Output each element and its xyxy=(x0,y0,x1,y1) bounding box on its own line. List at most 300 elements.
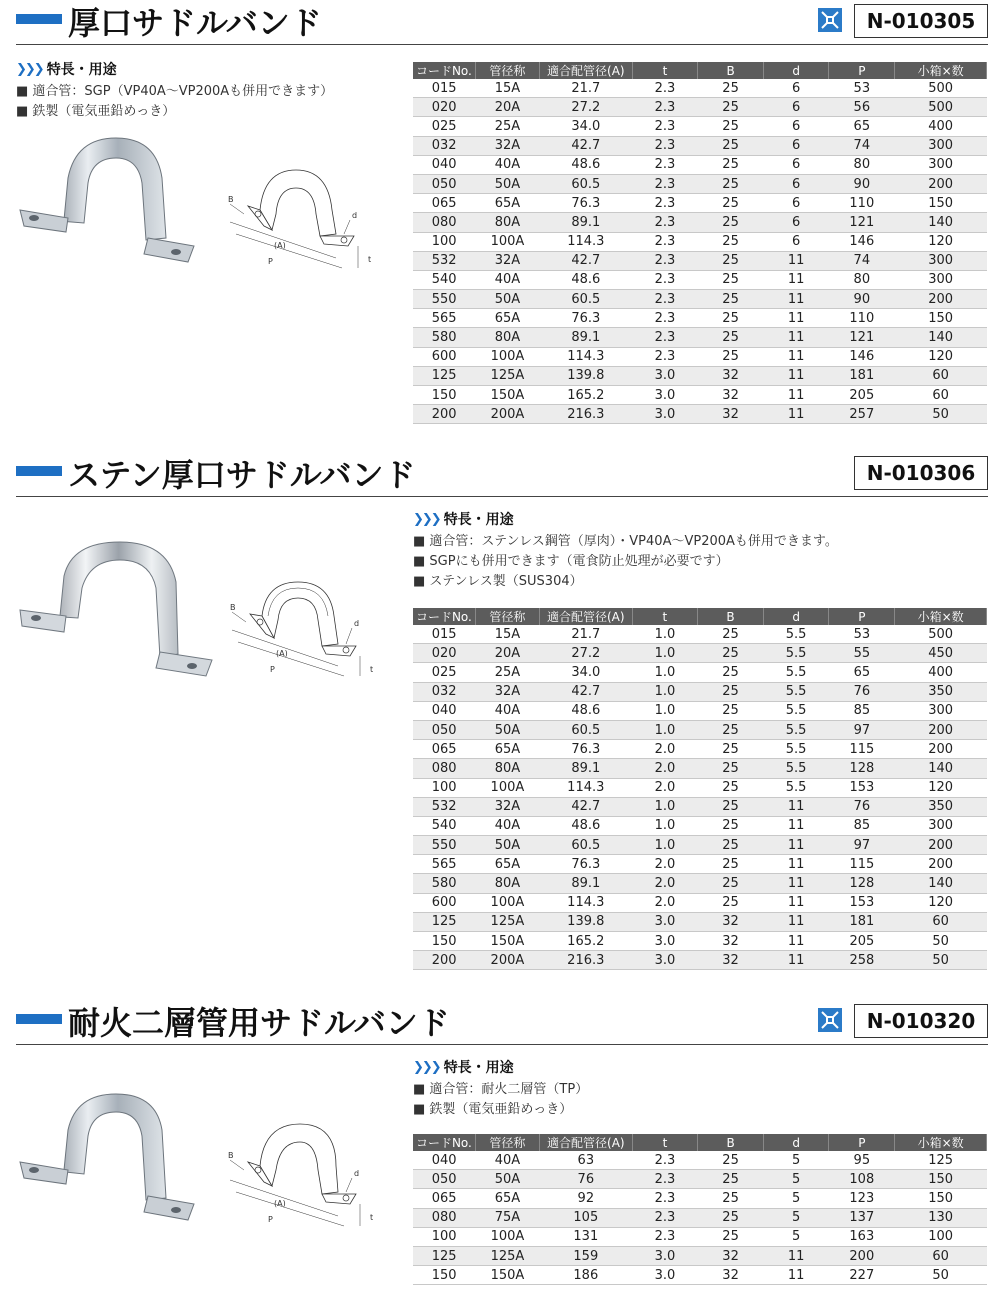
column-header: コードNo. xyxy=(413,608,475,625)
table-cell: 50A xyxy=(475,290,539,309)
table-cell: 25 xyxy=(698,797,764,816)
title-accent-stripe xyxy=(16,1014,62,1024)
table-cell: 25 xyxy=(698,1208,764,1227)
table-row xyxy=(413,1151,987,1170)
table-cell: 150A xyxy=(475,932,539,951)
table-cell: 140 xyxy=(895,213,987,232)
table-cell: 200 xyxy=(413,405,475,424)
column-header: 適合配管径(A) xyxy=(540,62,633,79)
feature-item: ■ SGPにも併用できます（電食防止処理が必要です） xyxy=(413,554,729,569)
table-row xyxy=(413,328,987,347)
table-cell: 025 xyxy=(413,117,475,136)
table-cell: 11 xyxy=(763,290,829,309)
table-cell: 25 xyxy=(698,251,764,270)
table-cell: 15A xyxy=(475,625,539,644)
label-p: P xyxy=(270,665,275,674)
column-header: 管径称 xyxy=(475,1134,539,1151)
table-cell: 5.5 xyxy=(763,778,829,797)
table-cell: 25 xyxy=(698,1151,764,1170)
table-row xyxy=(413,366,987,385)
table-cell: 532 xyxy=(413,797,475,816)
table-cell: 32 xyxy=(698,1246,764,1265)
table-cell: 100A xyxy=(475,778,539,797)
table-cell: 100A xyxy=(475,893,539,912)
table-cell: 3.0 xyxy=(632,951,698,970)
product-code: N-010305 xyxy=(854,4,988,38)
table-cell: 114.3 xyxy=(540,232,633,251)
table-cell: 2.3 xyxy=(632,328,698,347)
table-cell: 32A xyxy=(475,136,539,155)
table-cell: 200 xyxy=(895,174,987,193)
table-row xyxy=(413,740,987,759)
table-cell: 2.3 xyxy=(632,1208,698,1227)
table-cell: 5.5 xyxy=(763,759,829,778)
table-cell: 2.3 xyxy=(632,251,698,270)
table-cell: 105 xyxy=(540,1208,633,1227)
table-cell: 75A xyxy=(475,1208,539,1227)
table-row xyxy=(413,290,987,309)
feature-item: ■ 適合管：耐火二層管（TP） xyxy=(413,1082,589,1097)
table-cell: 200A xyxy=(475,951,539,970)
table-cell: 25 xyxy=(698,778,764,797)
table-cell: 42.7 xyxy=(540,251,633,270)
table-cell: 21.7 xyxy=(540,625,633,644)
label-p: P xyxy=(268,257,273,266)
label-d: d xyxy=(352,211,358,220)
table-cell: 065 xyxy=(413,740,475,759)
table-cell: 11 xyxy=(763,816,829,835)
spec-table xyxy=(413,62,987,424)
column-header: B xyxy=(698,62,764,79)
table-cell: 050 xyxy=(413,720,475,739)
column-header: 小箱×数 xyxy=(895,1134,987,1151)
table-cell: 40A xyxy=(475,816,539,835)
table-cell: 25 xyxy=(698,79,764,98)
table-cell: 3.0 xyxy=(632,366,698,385)
column-header: P xyxy=(829,608,895,625)
table-cell: 42.7 xyxy=(540,682,633,701)
table-cell: 6 xyxy=(763,174,829,193)
table-cell: 139.8 xyxy=(540,912,633,931)
table-cell: 5 xyxy=(763,1227,829,1246)
table-cell: 150 xyxy=(895,1189,987,1208)
dimension-diagram xyxy=(224,1116,384,1236)
table-cell: 300 xyxy=(895,701,987,720)
label-t: t xyxy=(370,1213,374,1222)
table-cell: 080 xyxy=(413,213,475,232)
table-cell: 500 xyxy=(895,98,987,117)
label-b: B xyxy=(228,1151,234,1160)
table-row xyxy=(413,951,987,970)
table-cell: 32 xyxy=(698,405,764,424)
table-cell: 580 xyxy=(413,328,475,347)
table-cell: 2.3 xyxy=(632,174,698,193)
table-cell: 3.0 xyxy=(632,1266,698,1285)
table-cell: 65A xyxy=(475,1189,539,1208)
table-cell: 5 xyxy=(763,1208,829,1227)
table-cell: 2.3 xyxy=(632,290,698,309)
table-cell: 040 xyxy=(413,701,475,720)
table-cell: 020 xyxy=(413,644,475,663)
column-header: P xyxy=(829,1134,895,1151)
product-photo xyxy=(16,1086,206,1236)
table-cell: 95 xyxy=(829,1151,895,1170)
column-header: t xyxy=(632,1134,698,1151)
table-cell: 11 xyxy=(763,347,829,366)
table-cell: 27.2 xyxy=(540,98,633,117)
table-cell: 2.3 xyxy=(632,232,698,251)
table-cell: 56 xyxy=(829,98,895,117)
table-cell: 150A xyxy=(475,1266,539,1285)
column-header: t xyxy=(632,608,698,625)
table-cell: 90 xyxy=(829,290,895,309)
table-cell: 100 xyxy=(413,1227,475,1246)
features-heading xyxy=(16,60,333,80)
table-cell: 216.3 xyxy=(540,405,633,424)
table-cell: 25 xyxy=(698,136,764,155)
table-cell: 89.1 xyxy=(540,213,633,232)
label-a: (A) xyxy=(274,1199,286,1208)
table-cell: 565 xyxy=(413,855,475,874)
features-heading-text: 特長・用途 xyxy=(443,512,514,528)
table-cell: 050 xyxy=(413,174,475,193)
column-header: 管径称 xyxy=(475,608,539,625)
table-cell: 40A xyxy=(475,270,539,289)
table-cell: 20A xyxy=(475,644,539,663)
table-cell: 165.2 xyxy=(540,932,633,951)
table-row xyxy=(413,1189,987,1208)
table-row xyxy=(413,682,987,701)
table-cell: 76 xyxy=(540,1170,633,1189)
table-cell: 3.0 xyxy=(632,405,698,424)
table-cell: 25 xyxy=(698,117,764,136)
table-cell: 186 xyxy=(540,1266,633,1285)
table-cell: 32 xyxy=(698,386,764,405)
table-cell: 258 xyxy=(829,951,895,970)
table-row xyxy=(413,663,987,682)
table-cell: 97 xyxy=(829,836,895,855)
table-cell: 100 xyxy=(895,1227,987,1246)
table-cell: 565 xyxy=(413,309,475,328)
label-p: P xyxy=(268,1215,273,1224)
table-cell: 100A xyxy=(475,347,539,366)
features-block xyxy=(413,1058,588,1120)
table-cell: 34.0 xyxy=(540,117,633,136)
table-row xyxy=(413,79,987,98)
table-cell: 89.1 xyxy=(540,874,633,893)
table-row xyxy=(413,386,987,405)
table-cell: 110 xyxy=(829,194,895,213)
table-cell: 131 xyxy=(540,1227,633,1246)
feature-item: ■ 適合管：ステンレス鋼管（厚肉）・VP40A〜VP200Aも併用できます。 xyxy=(413,534,838,549)
label-t: t xyxy=(368,255,372,264)
table-cell: 25 xyxy=(698,1189,764,1208)
table-row xyxy=(413,816,987,835)
table-cell: 025 xyxy=(413,663,475,682)
column-header: d xyxy=(763,62,829,79)
table-row xyxy=(413,347,987,366)
table-cell: 63 xyxy=(540,1151,633,1170)
table-row xyxy=(413,912,987,931)
table-cell: 100A xyxy=(475,232,539,251)
table-cell: 2.3 xyxy=(632,309,698,328)
table-cell: 400 xyxy=(895,117,987,136)
table-cell: 50 xyxy=(895,932,987,951)
table-cell: 1.0 xyxy=(632,816,698,835)
table-row xyxy=(413,644,987,663)
table-cell: 140 xyxy=(895,759,987,778)
table-cell: 80A xyxy=(475,874,539,893)
column-header: 適合配管径(A) xyxy=(540,1134,633,1151)
table-cell: 11 xyxy=(763,797,829,816)
table-cell: 2.3 xyxy=(632,347,698,366)
table-cell: 89.1 xyxy=(540,759,633,778)
table-cell: 100 xyxy=(413,232,475,251)
table-cell: 123 xyxy=(829,1189,895,1208)
title-accent-stripe xyxy=(16,466,62,476)
column-header: 小箱×数 xyxy=(895,62,987,79)
title-accent-stripe xyxy=(16,14,62,24)
table-cell: 25 xyxy=(698,98,764,117)
features-block xyxy=(16,60,333,122)
table-cell: 5.5 xyxy=(763,740,829,759)
table-cell: 040 xyxy=(413,1151,475,1170)
triple-chevron-icon: ❯❯❯ xyxy=(413,512,440,527)
table-cell: 60.5 xyxy=(540,290,633,309)
table-cell: 48.6 xyxy=(540,701,633,720)
column-header: 適合配管径(A) xyxy=(540,608,633,625)
section-title: ステン厚口サドルバンド xyxy=(68,456,416,494)
table-cell: 2.3 xyxy=(632,117,698,136)
table-cell: 300 xyxy=(895,136,987,155)
table-cell: 125A xyxy=(475,366,539,385)
table-cell: 020 xyxy=(413,98,475,117)
table-cell: 25 xyxy=(698,155,764,174)
table-cell: 60.5 xyxy=(540,174,633,193)
table-cell: 150 xyxy=(895,194,987,213)
column-header: 小箱×数 xyxy=(895,608,987,625)
product-photo xyxy=(16,128,206,278)
table-cell: 25 xyxy=(698,893,764,912)
table-cell: 89.1 xyxy=(540,328,633,347)
table-cell: 32A xyxy=(475,682,539,701)
spec-table xyxy=(413,1134,987,1285)
section-title: 耐火二層管用サドルバンド xyxy=(68,1004,450,1042)
table-cell: 25 xyxy=(698,270,764,289)
table-cell: 120 xyxy=(895,347,987,366)
table-cell: 200 xyxy=(895,855,987,874)
table-cell: 25 xyxy=(698,759,764,778)
table-cell: 76.3 xyxy=(540,309,633,328)
table-cell: 6 xyxy=(763,213,829,232)
features-heading-text: 特長・用途 xyxy=(443,1060,514,1076)
table-row xyxy=(413,1266,987,1285)
table-cell: 6 xyxy=(763,136,829,155)
table-cell: 040 xyxy=(413,155,475,174)
table-cell: 257 xyxy=(829,405,895,424)
table-row xyxy=(413,309,987,328)
table-cell: 1.0 xyxy=(632,720,698,739)
table-cell: 53 xyxy=(829,79,895,98)
table-row xyxy=(413,932,987,951)
table-cell: 32 xyxy=(698,932,764,951)
table-cell: 50A xyxy=(475,836,539,855)
column-header: B xyxy=(698,608,764,625)
table-cell: 60.5 xyxy=(540,836,633,855)
table-cell: 1.0 xyxy=(632,836,698,855)
label-a: (A) xyxy=(276,649,288,658)
table-cell: 100 xyxy=(413,778,475,797)
table-cell: 120 xyxy=(895,893,987,912)
table-cell: 50 xyxy=(895,1266,987,1285)
table-cell: 15A xyxy=(475,79,539,98)
features-heading-text: 特長・用途 xyxy=(46,62,117,78)
table-cell: 25 xyxy=(698,232,764,251)
table-row xyxy=(413,136,987,155)
table-row xyxy=(413,251,987,270)
table-cell: 3.0 xyxy=(632,932,698,951)
feature-item: ■ 適合管：SGP（VP40A〜VP200Aも併用できます） xyxy=(16,84,334,99)
table-cell: 92 xyxy=(540,1189,633,1208)
table-cell: 6 xyxy=(763,79,829,98)
table-row xyxy=(413,778,987,797)
table-row xyxy=(413,1170,987,1189)
table-cell: 90 xyxy=(829,174,895,193)
table-cell: 125 xyxy=(413,366,475,385)
table-row xyxy=(413,797,987,816)
table-cell: 50A xyxy=(475,174,539,193)
certification-mark-icon xyxy=(818,1008,842,1032)
table-cell: 11 xyxy=(763,912,829,931)
table-cell: 40A xyxy=(475,155,539,174)
feature-item: ■ ステンレス製（SUS304） xyxy=(413,574,583,589)
table-cell: 1.0 xyxy=(632,663,698,682)
table-cell: 5.5 xyxy=(763,625,829,644)
table-cell: 114.3 xyxy=(540,347,633,366)
certification-mark-icon xyxy=(818,8,842,32)
table-cell: 11 xyxy=(763,932,829,951)
table-cell: 181 xyxy=(829,912,895,931)
table-cell: 25 xyxy=(698,663,764,682)
table-header-row xyxy=(413,62,987,79)
table-cell: 6 xyxy=(763,155,829,174)
table-cell: 25 xyxy=(698,682,764,701)
table-cell: 11 xyxy=(763,366,829,385)
table-cell: 11 xyxy=(763,1246,829,1265)
table-cell: 150 xyxy=(413,386,475,405)
table-cell: 153 xyxy=(829,893,895,912)
table-cell: 80A xyxy=(475,213,539,232)
table-cell: 2.3 xyxy=(632,98,698,117)
table-cell: 216.3 xyxy=(540,951,633,970)
table-cell: 25 xyxy=(698,213,764,232)
table-row xyxy=(413,1227,987,1246)
table-cell: 65 xyxy=(829,663,895,682)
table-cell: 121 xyxy=(829,213,895,232)
table-cell: 146 xyxy=(829,232,895,251)
table-row xyxy=(413,720,987,739)
table-cell: 139.8 xyxy=(540,366,633,385)
table-cell: 200 xyxy=(895,290,987,309)
table-cell: 65A xyxy=(475,309,539,328)
table-cell: 115 xyxy=(829,740,895,759)
table-row xyxy=(413,155,987,174)
table-cell: 32 xyxy=(698,366,764,385)
table-cell: 11 xyxy=(763,874,829,893)
table-row xyxy=(413,855,987,874)
table-cell: 150 xyxy=(413,932,475,951)
features-heading xyxy=(413,510,838,530)
table-cell: 163 xyxy=(829,1227,895,1246)
table-cell: 150A xyxy=(475,386,539,405)
table-cell: 74 xyxy=(829,251,895,270)
table-cell: 2.3 xyxy=(632,155,698,174)
table-cell: 34.0 xyxy=(540,663,633,682)
table-cell: 25 xyxy=(698,625,764,644)
table-cell: 6 xyxy=(763,232,829,251)
table-cell: 3.0 xyxy=(632,1246,698,1265)
table-cell: 1.0 xyxy=(632,682,698,701)
table-cell: 130 xyxy=(895,1208,987,1227)
table-cell: 150 xyxy=(413,1266,475,1285)
table-cell: 85 xyxy=(829,816,895,835)
section-title-bar xyxy=(16,1000,988,1045)
table-cell: 121 xyxy=(829,328,895,347)
table-cell: 60 xyxy=(895,386,987,405)
label-b: B xyxy=(230,603,236,612)
table-cell: 25 xyxy=(698,290,764,309)
table-cell: 5 xyxy=(763,1151,829,1170)
table-cell: 5.5 xyxy=(763,644,829,663)
table-cell: 2.0 xyxy=(632,778,698,797)
table-cell: 6 xyxy=(763,194,829,213)
table-cell: 153 xyxy=(829,778,895,797)
table-cell: 60.5 xyxy=(540,720,633,739)
table-cell: 114.3 xyxy=(540,893,633,912)
table-row xyxy=(413,174,987,193)
table-row xyxy=(413,1246,987,1265)
table-cell: 350 xyxy=(895,797,987,816)
table-row xyxy=(413,117,987,136)
table-row xyxy=(413,98,987,117)
table-row xyxy=(413,194,987,213)
table-row xyxy=(413,759,987,778)
table-row xyxy=(413,893,987,912)
table-cell: 25 xyxy=(698,740,764,759)
table-cell: 48.6 xyxy=(540,270,633,289)
label-d: d xyxy=(354,619,360,628)
table-cell: 1.0 xyxy=(632,625,698,644)
table-row xyxy=(413,625,987,644)
table-cell: 128 xyxy=(829,759,895,778)
feature-item: ■ 鉄製（電気亜鉛めっき） xyxy=(16,104,176,119)
table-cell: 580 xyxy=(413,874,475,893)
table-cell: 3.0 xyxy=(632,386,698,405)
table-cell: 600 xyxy=(413,893,475,912)
table-cell: 60 xyxy=(895,912,987,931)
table-cell: 065 xyxy=(413,1189,475,1208)
section-title-bar xyxy=(16,0,988,45)
table-cell: 227 xyxy=(829,1266,895,1285)
section-stainless-saddle-band xyxy=(0,452,1000,982)
section-title-bar xyxy=(16,452,988,497)
table-cell: 2.3 xyxy=(632,1170,698,1189)
table-cell: 350 xyxy=(895,682,987,701)
table-cell: 48.6 xyxy=(540,816,633,835)
table-cell: 2.3 xyxy=(632,1189,698,1208)
table-cell: 74 xyxy=(829,136,895,155)
table-cell: 25 xyxy=(698,309,764,328)
